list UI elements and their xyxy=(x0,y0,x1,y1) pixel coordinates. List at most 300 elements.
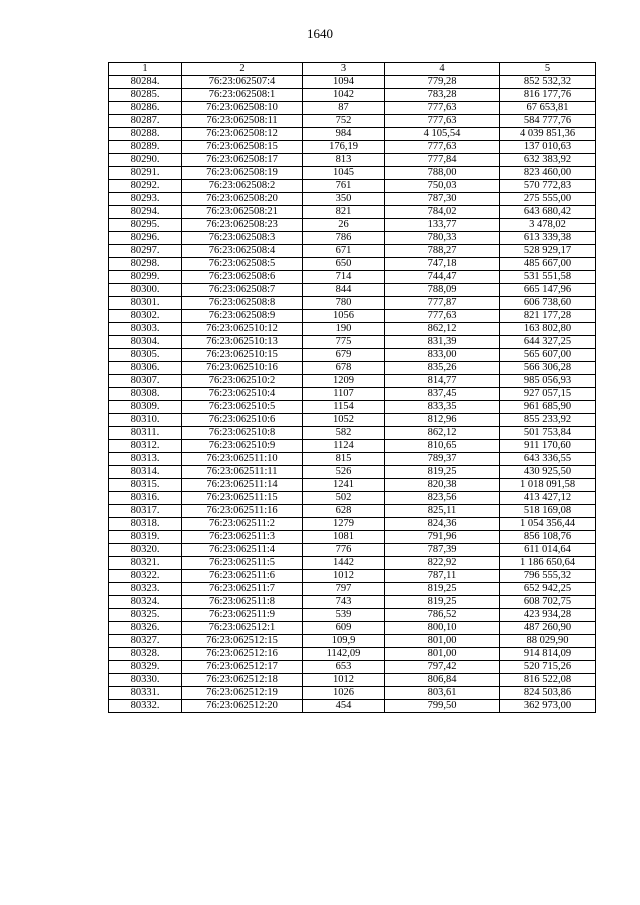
area-cell: 109,9 xyxy=(303,635,385,648)
table-row xyxy=(109,401,596,414)
specific-value-cell: 810,65 xyxy=(385,440,500,453)
cadastral-number-cell: 76:23:062511:16 xyxy=(182,505,303,518)
specific-value-cell: 862,12 xyxy=(385,323,500,336)
table-row xyxy=(109,544,596,557)
table-row xyxy=(109,635,596,648)
cadastral-number-cell: 76:23:062510:9 xyxy=(182,440,303,453)
cadastral-value-cell: 520 715,26 xyxy=(500,661,596,674)
specific-value-cell: 791,96 xyxy=(385,531,500,544)
cadastral-value-cell: 565 607,00 xyxy=(500,349,596,362)
cadastral-number-cell: 76:23:062512:16 xyxy=(182,648,303,661)
area-cell: 1154 xyxy=(303,401,385,414)
cadastral-number-cell: 76:23:062510:12 xyxy=(182,323,303,336)
table-row xyxy=(109,89,596,102)
row-number-cell: 80287. xyxy=(109,115,182,128)
row-number-cell: 80319. xyxy=(109,531,182,544)
area-cell: 1042 xyxy=(303,89,385,102)
cadastral-value-cell: 632 383,92 xyxy=(500,154,596,167)
specific-value-cell: 777,63 xyxy=(385,310,500,323)
area-cell: 1026 xyxy=(303,687,385,700)
cadastral-value-cell: 137 010,63 xyxy=(500,141,596,154)
table-row xyxy=(109,167,596,180)
cadastral-value-cell: 816 177,76 xyxy=(500,89,596,102)
area-cell: 844 xyxy=(303,284,385,297)
table-row xyxy=(109,245,596,258)
specific-value-cell: 823,56 xyxy=(385,492,500,505)
table-row xyxy=(109,648,596,661)
row-number-cell: 80305. xyxy=(109,349,182,362)
table-row xyxy=(109,336,596,349)
cadastral-number-cell: 76:23:062512:20 xyxy=(182,700,303,713)
cadastral-value-cell: 487 260,90 xyxy=(500,622,596,635)
specific-value-cell: 800,10 xyxy=(385,622,500,635)
table-row xyxy=(109,583,596,596)
cadastral-value-cell: 985 056,93 xyxy=(500,375,596,388)
row-number-cell: 80327. xyxy=(109,635,182,648)
area-cell: 678 xyxy=(303,362,385,375)
area-cell: 797 xyxy=(303,583,385,596)
cadastral-number-cell: 76:23:062508:19 xyxy=(182,167,303,180)
cadastral-value-cell: 927 057,15 xyxy=(500,388,596,401)
table-row xyxy=(109,375,596,388)
specific-value-cell: 744,47 xyxy=(385,271,500,284)
area-cell: 526 xyxy=(303,466,385,479)
row-number-cell: 80298. xyxy=(109,258,182,271)
specific-value-cell: 789,37 xyxy=(385,453,500,466)
area-cell: 1124 xyxy=(303,440,385,453)
cadastral-value-cell: 821 177,28 xyxy=(500,310,596,323)
specific-value-cell: 801,00 xyxy=(385,648,500,661)
area-cell: 1056 xyxy=(303,310,385,323)
cadastral-value-cell: 4 039 851,36 xyxy=(500,128,596,141)
area-cell: 813 xyxy=(303,154,385,167)
row-number-cell: 80303. xyxy=(109,323,182,336)
area-cell: 1442 xyxy=(303,557,385,570)
specific-value-cell: 750,03 xyxy=(385,180,500,193)
table-row xyxy=(109,414,596,427)
area-cell: 176,19 xyxy=(303,141,385,154)
cadastral-number-cell: 76:23:062508:4 xyxy=(182,245,303,258)
cadastral-value-cell: 518 169,08 xyxy=(500,505,596,518)
table-row xyxy=(109,505,596,518)
cadastral-number-cell: 76:23:062508:20 xyxy=(182,193,303,206)
area-cell: 190 xyxy=(303,323,385,336)
table-row xyxy=(109,570,596,583)
cadastral-value-cell: 485 667,00 xyxy=(500,258,596,271)
cadastral-value-cell: 644 327,25 xyxy=(500,336,596,349)
table-row xyxy=(109,557,596,570)
row-number-cell: 80295. xyxy=(109,219,182,232)
cadastral-number-cell: 76:23:062511:2 xyxy=(182,518,303,531)
specific-value-cell: 814,77 xyxy=(385,375,500,388)
area-cell: 775 xyxy=(303,336,385,349)
table-row xyxy=(109,76,596,89)
area-cell: 87 xyxy=(303,102,385,115)
table-row xyxy=(109,271,596,284)
table-row xyxy=(109,661,596,674)
specific-value-cell: 803,61 xyxy=(385,687,500,700)
area-cell: 821 xyxy=(303,206,385,219)
cadastral-value-cell: 423 934,28 xyxy=(500,609,596,622)
cadastral-value-cell: 816 522,08 xyxy=(500,674,596,687)
column-header: 1 xyxy=(109,63,182,76)
table-row xyxy=(109,518,596,531)
cadastral-number-cell: 76:23:062511:15 xyxy=(182,492,303,505)
row-number-cell: 80300. xyxy=(109,284,182,297)
area-cell: 761 xyxy=(303,180,385,193)
table-row xyxy=(109,154,596,167)
cadastral-number-cell: 76:23:062512:18 xyxy=(182,674,303,687)
specific-value-cell: 788,09 xyxy=(385,284,500,297)
cadastral-value-cell: 823 460,00 xyxy=(500,167,596,180)
row-number-cell: 80297. xyxy=(109,245,182,258)
area-cell: 1045 xyxy=(303,167,385,180)
area-cell: 1094 xyxy=(303,76,385,89)
specific-value-cell: 783,28 xyxy=(385,89,500,102)
table-row xyxy=(109,362,596,375)
cadastral-number-cell: 76:23:062508:2 xyxy=(182,180,303,193)
table-row xyxy=(109,206,596,219)
cadastral-value-cell: 413 427,12 xyxy=(500,492,596,505)
table-row xyxy=(109,115,596,128)
cadastral-number-cell: 76:23:062512:1 xyxy=(182,622,303,635)
row-number-cell: 80326. xyxy=(109,622,182,635)
cadastral-number-cell: 76:23:062508:23 xyxy=(182,219,303,232)
cadastral-value-cell: 430 925,50 xyxy=(500,466,596,479)
row-number-cell: 80314. xyxy=(109,466,182,479)
specific-value-cell: 833,35 xyxy=(385,401,500,414)
table-row xyxy=(109,440,596,453)
table-row xyxy=(109,141,596,154)
row-number-cell: 80286. xyxy=(109,102,182,115)
specific-value-cell: 797,42 xyxy=(385,661,500,674)
specific-value-cell: 780,33 xyxy=(385,232,500,245)
cadastral-number-cell: 76:23:062511:10 xyxy=(182,453,303,466)
cadastral-value-cell: 856 108,76 xyxy=(500,531,596,544)
area-cell: 1012 xyxy=(303,674,385,687)
row-number-cell: 80289. xyxy=(109,141,182,154)
area-cell: 650 xyxy=(303,258,385,271)
table-row xyxy=(109,674,596,687)
specific-value-cell: 824,36 xyxy=(385,518,500,531)
cadastral-number-cell: 76:23:062508:7 xyxy=(182,284,303,297)
cadastral-number-cell: 76:23:062508:8 xyxy=(182,297,303,310)
specific-value-cell: 819,25 xyxy=(385,596,500,609)
cadastral-number-cell: 76:23:062511:8 xyxy=(182,596,303,609)
cadastral-value-table xyxy=(108,62,596,713)
row-number-cell: 80313. xyxy=(109,453,182,466)
cadastral-value-cell: 911 170,60 xyxy=(500,440,596,453)
row-number-cell: 80328. xyxy=(109,648,182,661)
row-number-cell: 80310. xyxy=(109,414,182,427)
area-cell: 984 xyxy=(303,128,385,141)
row-number-cell: 80301. xyxy=(109,297,182,310)
cadastral-number-cell: 76:23:062510:13 xyxy=(182,336,303,349)
cadastral-number-cell: 76:23:062511:9 xyxy=(182,609,303,622)
cadastral-value-cell: 608 702,75 xyxy=(500,596,596,609)
specific-value-cell: 825,11 xyxy=(385,505,500,518)
row-number-cell: 80304. xyxy=(109,336,182,349)
specific-value-cell: 4 105,54 xyxy=(385,128,500,141)
area-cell: 350 xyxy=(303,193,385,206)
specific-value-cell: 819,25 xyxy=(385,583,500,596)
cadastral-value-cell: 855 233,92 xyxy=(500,414,596,427)
row-number-cell: 80315. xyxy=(109,479,182,492)
area-cell: 1081 xyxy=(303,531,385,544)
specific-value-cell: 862,12 xyxy=(385,427,500,440)
area-cell: 1209 xyxy=(303,375,385,388)
cadastral-value-cell: 531 551,58 xyxy=(500,271,596,284)
cadastral-value-cell: 643 336,55 xyxy=(500,453,596,466)
table-row xyxy=(109,193,596,206)
row-number-cell: 80312. xyxy=(109,440,182,453)
table-row xyxy=(109,479,596,492)
column-header: 5 xyxy=(500,63,596,76)
area-cell: 1279 xyxy=(303,518,385,531)
area-cell: 582 xyxy=(303,427,385,440)
specific-value-cell: 831,39 xyxy=(385,336,500,349)
column-header: 3 xyxy=(303,63,385,76)
row-number-cell: 80329. xyxy=(109,661,182,674)
area-cell: 653 xyxy=(303,661,385,674)
row-number-cell: 80292. xyxy=(109,180,182,193)
row-number-cell: 80302. xyxy=(109,310,182,323)
cadastral-value-cell: 501 753,84 xyxy=(500,427,596,440)
row-number-cell: 80332. xyxy=(109,700,182,713)
specific-value-cell: 779,28 xyxy=(385,76,500,89)
cadastral-number-cell: 76:23:062510:16 xyxy=(182,362,303,375)
table-row xyxy=(109,492,596,505)
area-cell: 454 xyxy=(303,700,385,713)
table-row xyxy=(109,349,596,362)
cadastral-value-cell: 796 555,32 xyxy=(500,570,596,583)
table-row xyxy=(109,622,596,635)
cadastral-value-cell: 3 478,02 xyxy=(500,219,596,232)
row-number-cell: 80288. xyxy=(109,128,182,141)
cadastral-value-cell: 1 054 356,44 xyxy=(500,518,596,531)
cadastral-value-cell: 88 029,90 xyxy=(500,635,596,648)
cadastral-number-cell: 76:23:062511:14 xyxy=(182,479,303,492)
cadastral-number-cell: 76:23:062510:8 xyxy=(182,427,303,440)
cadastral-number-cell: 76:23:062508:17 xyxy=(182,154,303,167)
row-number-cell: 80290. xyxy=(109,154,182,167)
row-number-cell: 80322. xyxy=(109,570,182,583)
cadastral-number-cell: 76:23:062511:5 xyxy=(182,557,303,570)
area-cell: 1107 xyxy=(303,388,385,401)
cadastral-number-cell: 76:23:062511:3 xyxy=(182,531,303,544)
specific-value-cell: 747,18 xyxy=(385,258,500,271)
specific-value-cell: 777,63 xyxy=(385,141,500,154)
row-number-cell: 80299. xyxy=(109,271,182,284)
cadastral-number-cell: 76:23:062510:5 xyxy=(182,401,303,414)
specific-value-cell: 822,92 xyxy=(385,557,500,570)
area-cell: 539 xyxy=(303,609,385,622)
cadastral-number-cell: 76:23:062508:5 xyxy=(182,258,303,271)
row-number-cell: 80317. xyxy=(109,505,182,518)
specific-value-cell: 835,26 xyxy=(385,362,500,375)
specific-value-cell: 788,27 xyxy=(385,245,500,258)
table-row xyxy=(109,310,596,323)
area-cell: 671 xyxy=(303,245,385,258)
cadastral-number-cell: 76:23:062511:6 xyxy=(182,570,303,583)
area-cell: 502 xyxy=(303,492,385,505)
area-cell: 679 xyxy=(303,349,385,362)
specific-value-cell: 784,02 xyxy=(385,206,500,219)
cadastral-value-cell: 1 186 650,64 xyxy=(500,557,596,570)
area-cell: 743 xyxy=(303,596,385,609)
row-number-cell: 80308. xyxy=(109,388,182,401)
table-row xyxy=(109,687,596,700)
cadastral-value-cell: 570 772,83 xyxy=(500,180,596,193)
table-row xyxy=(109,180,596,193)
cadastral-value-cell: 566 306,28 xyxy=(500,362,596,375)
cadastral-value-cell: 652 942,25 xyxy=(500,583,596,596)
cadastral-number-cell: 76:23:062508:3 xyxy=(182,232,303,245)
specific-value-cell: 806,84 xyxy=(385,674,500,687)
area-cell: 1052 xyxy=(303,414,385,427)
specific-value-cell: 801,00 xyxy=(385,635,500,648)
row-number-cell: 80293. xyxy=(109,193,182,206)
table-row xyxy=(109,388,596,401)
row-number-cell: 80323. xyxy=(109,583,182,596)
specific-value-cell: 133,77 xyxy=(385,219,500,232)
table-row xyxy=(109,219,596,232)
area-cell: 714 xyxy=(303,271,385,284)
area-cell: 1241 xyxy=(303,479,385,492)
row-number-cell: 80330. xyxy=(109,674,182,687)
column-header: 4 xyxy=(385,63,500,76)
cadastral-value-cell: 643 680,42 xyxy=(500,206,596,219)
area-cell: 786 xyxy=(303,232,385,245)
cadastral-value-cell: 961 685,90 xyxy=(500,401,596,414)
row-number-cell: 80320. xyxy=(109,544,182,557)
cadastral-number-cell: 76:23:062512:15 xyxy=(182,635,303,648)
cadastral-value-cell: 611 014,64 xyxy=(500,544,596,557)
cadastral-value-cell: 914 814,09 xyxy=(500,648,596,661)
cadastral-value-cell: 362 973,00 xyxy=(500,700,596,713)
row-number-cell: 80324. xyxy=(109,596,182,609)
row-number-cell: 80307. xyxy=(109,375,182,388)
row-number-cell: 80309. xyxy=(109,401,182,414)
row-number-cell: 80291. xyxy=(109,167,182,180)
table-row xyxy=(109,609,596,622)
area-cell: 780 xyxy=(303,297,385,310)
specific-value-cell: 786,52 xyxy=(385,609,500,622)
cadastral-number-cell: 76:23:062508:15 xyxy=(182,141,303,154)
specific-value-cell: 819,25 xyxy=(385,466,500,479)
cadastral-value-cell: 67 653,81 xyxy=(500,102,596,115)
area-cell: 26 xyxy=(303,219,385,232)
table-row xyxy=(109,323,596,336)
specific-value-cell: 777,87 xyxy=(385,297,500,310)
cadastral-number-cell: 76:23:062510:15 xyxy=(182,349,303,362)
table-body xyxy=(109,76,596,713)
specific-value-cell: 777,84 xyxy=(385,154,500,167)
row-number-cell: 80306. xyxy=(109,362,182,375)
cadastral-number-cell: 76:23:062512:17 xyxy=(182,661,303,674)
cadastral-number-cell: 76:23:062511:11 xyxy=(182,466,303,479)
cadastral-value-cell: 584 777,76 xyxy=(500,115,596,128)
page-number: 1640 xyxy=(307,26,333,41)
area-cell: 628 xyxy=(303,505,385,518)
cadastral-number-cell: 76:23:062512:19 xyxy=(182,687,303,700)
specific-value-cell: 787,39 xyxy=(385,544,500,557)
area-cell: 815 xyxy=(303,453,385,466)
cadastral-value-cell: 275 555,00 xyxy=(500,193,596,206)
cadastral-number-cell: 76:23:062511:7 xyxy=(182,583,303,596)
cadastral-number-cell: 76:23:062510:2 xyxy=(182,375,303,388)
row-number-cell: 80311. xyxy=(109,427,182,440)
specific-value-cell: 820,38 xyxy=(385,479,500,492)
specific-value-cell: 787,30 xyxy=(385,193,500,206)
cadastral-value-cell: 528 929,17 xyxy=(500,245,596,258)
row-number-cell: 80325. xyxy=(109,609,182,622)
column-header: 2 xyxy=(182,63,303,76)
area-cell: 1142,09 xyxy=(303,648,385,661)
specific-value-cell: 788,00 xyxy=(385,167,500,180)
table-row xyxy=(109,102,596,115)
specific-value-cell: 777,63 xyxy=(385,115,500,128)
table-row xyxy=(109,466,596,479)
table-row xyxy=(109,427,596,440)
table-row xyxy=(109,596,596,609)
row-number-cell: 80318. xyxy=(109,518,182,531)
cadastral-value-cell: 852 532,32 xyxy=(500,76,596,89)
specific-value-cell: 787,11 xyxy=(385,570,500,583)
cadastral-number-cell: 76:23:062508:21 xyxy=(182,206,303,219)
cadastral-number-cell: 76:23:062508:12 xyxy=(182,128,303,141)
cadastral-number-cell: 76:23:062510:6 xyxy=(182,414,303,427)
table-row xyxy=(109,258,596,271)
table-row xyxy=(109,453,596,466)
row-number-cell: 80321. xyxy=(109,557,182,570)
area-cell: 776 xyxy=(303,544,385,557)
row-number-cell: 80294. xyxy=(109,206,182,219)
row-number-cell: 80296. xyxy=(109,232,182,245)
specific-value-cell: 812,96 xyxy=(385,414,500,427)
row-number-cell: 80331. xyxy=(109,687,182,700)
cadastral-value-cell: 665 147,96 xyxy=(500,284,596,297)
table-header-row xyxy=(109,63,596,76)
cadastral-value-cell: 613 339,38 xyxy=(500,232,596,245)
table-row xyxy=(109,284,596,297)
specific-value-cell: 837,45 xyxy=(385,388,500,401)
cadastral-value-cell: 163 802,80 xyxy=(500,323,596,336)
cadastral-number-cell: 76:23:062511:4 xyxy=(182,544,303,557)
specific-value-cell: 777,63 xyxy=(385,102,500,115)
area-cell: 752 xyxy=(303,115,385,128)
table-row xyxy=(109,531,596,544)
specific-value-cell: 799,50 xyxy=(385,700,500,713)
cadastral-value-cell: 1 018 091,58 xyxy=(500,479,596,492)
area-cell: 609 xyxy=(303,622,385,635)
cadastral-number-cell: 76:23:062508:1 xyxy=(182,89,303,102)
cadastral-number-cell: 76:23:062508:6 xyxy=(182,271,303,284)
specific-value-cell: 833,00 xyxy=(385,349,500,362)
row-number-cell: 80285. xyxy=(109,89,182,102)
table-row xyxy=(109,297,596,310)
cadastral-number-cell: 76:23:062507:4 xyxy=(182,76,303,89)
row-number-cell: 80316. xyxy=(109,492,182,505)
cadastral-value-cell: 606 738,60 xyxy=(500,297,596,310)
table-row xyxy=(109,128,596,141)
area-cell: 1012 xyxy=(303,570,385,583)
cadastral-number-cell: 76:23:062510:4 xyxy=(182,388,303,401)
cadastral-number-cell: 76:23:062508:11 xyxy=(182,115,303,128)
cadastral-number-cell: 76:23:062508:10 xyxy=(182,102,303,115)
row-number-cell: 80284. xyxy=(109,76,182,89)
table-row xyxy=(109,232,596,245)
